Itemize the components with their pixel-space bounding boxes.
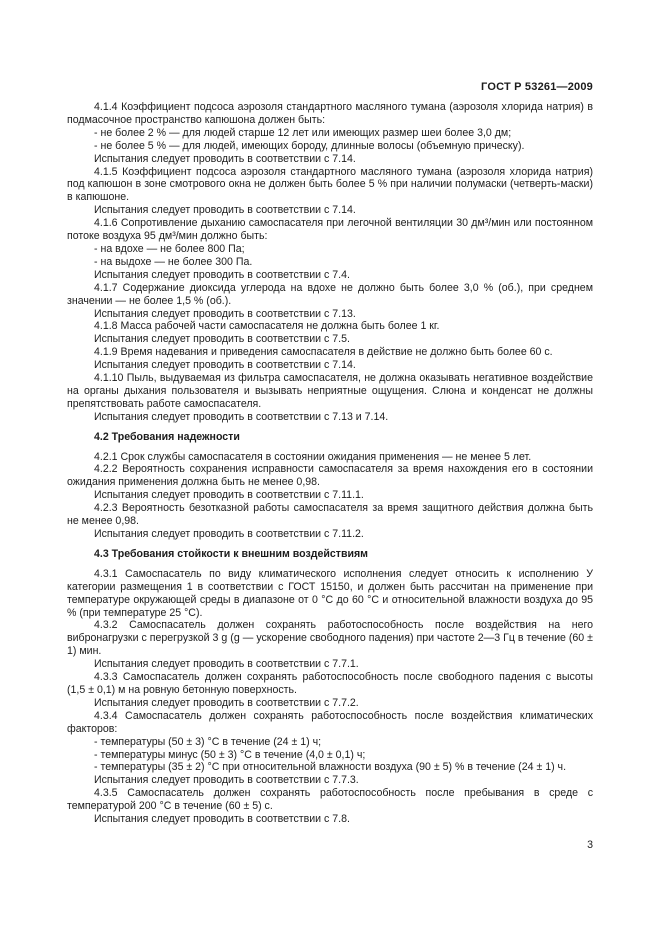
paragraph: Испытания следует проводить в соответствии с 7.14. [94, 152, 356, 165]
paragraph: Испытания следует проводить в соответствии с 7.4. [94, 268, 350, 281]
paragraph: 4.1.9 Время надевания и приведения самоспасателя в действие не должно быть более 60 с. [94, 346, 553, 359]
page-number: 3 [587, 839, 593, 851]
list-item: - температуры (50 ± 3) °С в течение (24 ± 1) ч; [94, 735, 322, 748]
paragraph: Испытания следует проводить в соответствии с 7.11.2. [94, 528, 364, 540]
paragraph: 4.1.7 Содержание диоксида углерода на вдохе не должно быть более 3,0 % (об.), при среднем значении — не более 1,5 % (об.). [67, 281, 593, 307]
running-header-standard-number: ГОСТ Р 53261—2009 [481, 81, 593, 93]
paragraph: 4.3.2 Самоспасатель должен сохранять работоспособность после воздействия на него вибронагрузки с перегрузкой 3 g (g — ускорение свободного падения) при частоте 2—3 Гц в течение (60 ± 1) мин. [67, 619, 593, 658]
paragraph: Испытания следует проводить в соответствии с 7.13. [94, 307, 356, 320]
paragraph: Испытания следует проводить в соответствии с 7.8. [94, 813, 350, 826]
paragraph: 4.1.10 Пыль, выдуваемая из фильтра самоспасателя, не должна оказывать негативное воздействие на органы дыхания пользователя и вызывать неприятные ощущения. Слюна и конденсат не должны препятствовать работе самоспасателя. [67, 372, 593, 410]
list-item: - не более 5 % — для людей, имеющих бороду, длинные волосы (объемную прическу). [94, 139, 525, 152]
list-item: - температуры минус (50 ± 3) °С в течение (4,0 ± 0,1) ч; [94, 748, 366, 761]
paragraph: 4.2.3 Вероятность безотказной работы самоспасателя за время защитного действия должна быть не менее 0,98. [67, 502, 593, 528]
paragraph: Испытания следует проводить в соответствии с 7.13 и 7.14. [94, 410, 389, 423]
section-heading: 4.2 Требования надежности [94, 430, 240, 443]
paragraph: 4.2.1 Срок службы самоспасателя в состоянии ожидания применения — не менее 5 лет. [94, 450, 532, 463]
paragraph: 4.3.4 Самоспасатель должен сохранять работоспособность после воздействия климатических факторов: [67, 709, 593, 735]
paragraph: Испытания следует проводить в соответствии с 7.14. [94, 359, 356, 372]
list-item: - не более 2 % — для людей старше 12 лет или имеющих размер шеи более 3,0 дм; [94, 126, 512, 139]
paragraph: Испытания следует проводить в соответствии с 7.7.3. [94, 774, 359, 787]
list-item: - на выдохе — не более 300 Па. [94, 255, 253, 268]
paragraph: 4.3.1 Самоспасатель по виду климатического исполнения следует относить к исполнению У категории размещения 1 в соответствии с ГОСТ 15150, и должен быть рассчитан на применение при температуре окружающей среды в диапазоне от 0 °С до 60 °С и относительной влажности воздуха до 95 % (при температуре 25 °С). [67, 567, 593, 619]
paragraph: Испытания следует проводить в соответствии с 7.7.1. [94, 658, 359, 671]
paragraph: 4.2.2 Вероятность сохранения исправности самоспасателя за время нахождения его в состоянии ожидания применения должна быть не менее 0,98. [67, 463, 593, 489]
list-item: - температуры (35 ± 2) °С при относительной влажности воздуха (90 ± 5) % в течение (24 ± 1) ч. [94, 761, 567, 774]
paragraph: 4.1.8 Масса рабочей части самоспасателя не должна быть более 1 кг. [94, 320, 440, 333]
paragraph: 4.3.3 Самоспасатель должен сохранять работоспособность после свободного падения с высоты (1,5 ± 0,1) м на ровную бетонную поверхность. [67, 671, 593, 696]
paragraph: Испытания следует проводить в соответствии с 7.7.2. [94, 696, 359, 709]
paragraph: Испытания следует проводить в соответствии с 7.11.1. [94, 489, 364, 502]
paragraph: 4.1.6 Сопротивление дыханию самоспасателя при легочной вентиляции 30 дм³/мин или постоянном потоке воздуха 95 дм³/мин должно быть: [67, 217, 593, 243]
paragraph: Испытания следует проводить в соответствии с 7.5. [94, 333, 350, 346]
paragraph: Испытания следует проводить в соответствии с 7.14. [94, 204, 356, 217]
paragraph: 4.3.5 Самоспасатель должен сохранять работоспособность после пребывания в среде с температурой 200 °С в течение (60 ± 5) с. [67, 787, 593, 813]
section-heading: 4.3 Требования стойкости к внешним воздействиям [94, 547, 369, 560]
list-item: - на вдохе — не более 800 Па; [94, 242, 245, 255]
paragraph: 4.1.4 Коэффициент подсоса аэрозоля стандартного масляного тумана (аэрозоля хлорида натрия) в подмасочное пространство капюшона должен быть: [67, 101, 593, 126]
document-content [67, 101, 593, 826]
paragraph: 4.1.5 Коэффициент подсоса аэрозоля стандартного масляного тумана (аэрозоля хлорида натрия) под капюшон в зоне смотрового окна не должен быть более 5 % при наличии полумаски (четверть-маски) в капюшоне. [67, 165, 593, 204]
